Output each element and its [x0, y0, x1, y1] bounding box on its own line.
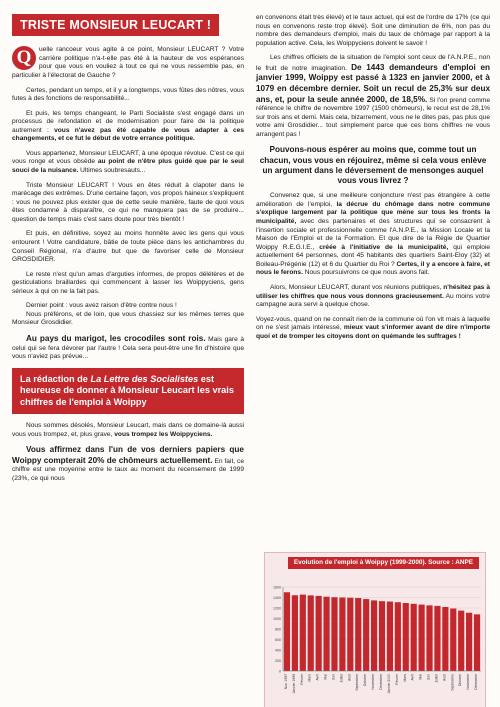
paragraph-10-bold: vous trompez les Woippyciens.: [114, 430, 213, 438]
x-tick-label: Novembre: [466, 674, 471, 690]
x-tick-label: Février: [394, 674, 399, 685]
paragraph-8: [12, 302, 244, 311]
x-tick-label: Mai: [418, 674, 423, 680]
x-tick-label: Nov. 1997: [283, 674, 288, 690]
right-paragraph-4-b: la décrue du chômage dans notre commune s'explique largement par la politique que mène sur tous les fronts la municipalité,: [256, 200, 490, 225]
paragraph-7: Le reste n'est qu'un amas d'arguties informes, de propos délétères et de gesticulations braillardes qui commencent à lasser les Woippyciens, gens sérieux à qui on ne la fait pas.: [12, 270, 244, 295]
right-paragraph-2-text: Les chiffres officiels de la situation de l'emploi sont ceux de l'A.N.P.E., non le fruit de notre imagination.: [256, 54, 490, 72]
bar: [442, 607, 448, 671]
paragraph-6: Et puis, en définitive, soyez au moins honnête avec les gens qui vous entourent ! Votre candidature, bâtie de toute pièce dans les antichambres du Conseil Régional, n'a d'autre but que de favoriser celle de Monsieur GROSDIDIER.: [12, 230, 244, 264]
x-tick-label: Octobre: [458, 674, 463, 687]
bar: [323, 597, 329, 671]
right-paragraph-5-a: Alors, Monsieur LEUCART, durant vos réunions publiques,: [270, 283, 444, 291]
y-tick-label: 1600: [273, 585, 281, 590]
bar: [308, 595, 314, 671]
left-column: [12, 14, 244, 490]
right-paragraph-5-b: n'hésitez pas à utiliser les chiffres que nous vous donnons gracieusement.: [256, 283, 490, 300]
bar: [403, 603, 409, 671]
x-tick-label: Avril: [315, 674, 320, 681]
bar: [316, 596, 322, 671]
paragraph-2: Certes, pendant un temps, et il y a longtemps, vous fûtes des nôtres, vous futes à des fonctions de responsabilité...: [12, 86, 244, 103]
y-tick-label: 800: [275, 627, 281, 632]
paragraph-3-bold: vous n'avez pas été capable de vous adapter à ces changements, et ce fut le début de votre errance politique.: [12, 126, 245, 143]
paragraph-9-bold: Au pays du marigot, les crocodiles sont rois.: [26, 334, 206, 343]
y-tick-label: 1000: [273, 617, 281, 621]
y-tick-label: 200: [275, 659, 281, 663]
x-tick-label: Juin: [331, 674, 336, 681]
right-paragraph-4-f: Certes, il y a encore à faire, et nous le ferons.: [256, 260, 490, 277]
x-tick-label: Février: [299, 674, 304, 685]
bar: [466, 613, 472, 671]
x-tick-label: Juin: [426, 674, 431, 681]
y-tick-label: 1400: [273, 596, 281, 600]
right-paragraph-5: [256, 284, 490, 310]
x-tick-label: Mars: [307, 674, 312, 682]
paragraph-11: [12, 445, 244, 483]
right-paragraph-4-e: qui emploie actuellement 64 personnes, dont 45 habitants des quartiers Saint-Eloy (32) et Boileau-Prégénie (12) et 6 du Quartier du Roi ?: [256, 243, 491, 268]
x-tick-label: Juillet: [339, 674, 344, 683]
right-paragraph-1: en convenons était très élevé) et le taux actuel, qui est de l'ordre de 17% (ce qui nous en convenons reste trop élevé). Soit une diminution de 6%, non pas du nombre des demandeurs d'emploi, mais du taux de chômage par rapport à la population active. Cela, les Woippyciens doivent le savoir !: [256, 14, 491, 47]
paragraph-10-text: Nous sommes désolés, Monsieur Leucart, mais dans ce domaine-là aussi vous vous trompez, et, plus grave,: [12, 422, 244, 438]
bar: [419, 605, 425, 671]
right-paragraph-4-a: Convenez que, si une meilleure conjoncture n'est pas étrangère à cette amélioration de l'emploi,: [256, 192, 490, 208]
highlight-box: [12, 368, 244, 415]
x-tick-label: Août: [442, 674, 447, 681]
right-column: [256, 14, 491, 694]
bar: [347, 598, 353, 671]
bar: [284, 592, 290, 671]
intro-paragraph: [12, 46, 244, 80]
right-paragraph-6-b: mieux vaut s'informer avant de dire n'importe quoi et de tromper les citoyens dont on quémande les suffrages !: [256, 324, 491, 340]
x-tick-label: Novembre: [371, 674, 376, 690]
x-tick-label: Mai: [323, 674, 328, 680]
bar: [474, 614, 480, 671]
article-title: TRISTE MONSIEUR LEUCART !: [12, 14, 219, 36]
right-paragraph-4-d: créée à l'initiative de la municipalité,: [319, 243, 449, 251]
paragraph-1-text: uelle rancoeur vous agite à ce point, Monsieur LEUCART ? Votre carrière politique n'a-t-elle pas été à la hauteur de vos espérances pour que vous en vouliez à tout ce qui ne vous ressemble pas, en particulier à l'électorat de Gauche ?: [12, 46, 244, 79]
y-tick-label: 400: [275, 648, 281, 653]
paragraph-8b: Nous préférons, et de loin, que vous chassiez sur les mêmes terres que Monsieur Grosdidier.: [12, 310, 244, 327]
bar: [379, 601, 385, 671]
right-paragraph-2-end: Si l'on prend comme référence le chiffre de novembre 1997 (1500 chômeurs), le recul est de 28,1% sur trois ans et demi. Mais cela, bizarrement, vous ne le dites pas, pas plus que votre ami Grosdidier... tout simplement parce que ces bons chiffres ne vous arrangent pas !: [256, 96, 491, 138]
employment-chart: [264, 552, 486, 707]
right-paragraph-3: Pouvons-nous espérer au moins que, comme tout un chacun, vous vous en réjouirez, même si cela vous enlève un argument dans le déversement de mensonges auquel vous vous livrez ?: [259, 145, 487, 186]
y-tick-label: 1200: [273, 606, 281, 611]
paragraph-11-text: En fait, ce chiffre est une moyenne entre le taux au moment du recensement de 1999 (23%, ce qui nous: [12, 457, 244, 482]
bar: [300, 595, 306, 671]
right-paragraph-6-a: Voyez-vous, quand on ne connaît rien de la commune où l'on vit mais à laquelle on ne s'est jamais intéressé,: [256, 315, 490, 332]
paragraph-4-bold: au point de n'être plus guidé que par le seul souci de la nuisance.: [12, 158, 244, 174]
highlight-box-italic: La Lettre des Socialistes: [90, 373, 199, 384]
right-paragraph-2: [256, 54, 490, 139]
paragraph-3: [12, 110, 244, 144]
bar: [363, 599, 369, 671]
paragraph-4: [12, 150, 244, 176]
right-paragraph-2-bold: De 1443 demandeurs d'emploi en janvier 1999, Woippy est passé à 1323 en janvier 2000, et à 1079 en décembre dernier. Soit un recul de 25,3% sur deux ans, et, pour la seule année 2000, de 18,5%.: [256, 62, 491, 104]
bar: [292, 595, 298, 671]
bar: [395, 602, 401, 671]
x-tick-label: Avril: [410, 674, 415, 681]
x-tick-label: Août: [347, 674, 352, 681]
highlight-box-text-2: est heureuse de donner à Monsieur Leucart les vrais chiffres de l'emploi à Woippy: [20, 373, 234, 407]
right-paragraph-6: [256, 316, 490, 342]
bar: [355, 598, 361, 671]
highlight-box-text-1: La rédaction de: [20, 373, 91, 384]
bar: [411, 604, 417, 671]
x-tick-label: Septembre: [355, 674, 360, 691]
right-paragraph-4-c: avec des partenaires et des structures qui se consacrent à l'insertion sociale et professionnelle comme l'A.N.P.E., la Mission Locale et la Maison de l'Emploi et de la Formation. Et que dire de la Régie de Quartier Woippy R.E.G.I.E.,: [256, 218, 490, 251]
paragraph-9: [12, 334, 244, 362]
x-tick-label: Janvier 2000: [386, 674, 391, 694]
paragraph-1: [12, 46, 244, 80]
bar: [426, 605, 432, 671]
bar: [434, 606, 440, 671]
paragraph-5: Triste Monsieur LEUCART ! Vous en êtes réduit à clapoter dans le marécage des extrêmes. D'une certaine façon, vos propos haineux s'expliquent : vous ne pouvez plus exister que de cette seule manière, faute de quoi vous êtes condamné à disparaître, ce qui ne manquera pas de se produire... question de temps mais c'est sans doute pour très bientôt !: [12, 181, 244, 223]
right-paragraph-5-c: Au moins votre campagne aura servi à quelque chose.: [256, 292, 490, 309]
paragraph-10: [12, 422, 244, 439]
paragraph-8-text: Dernier point : vous avez raison d'être contre nous !: [26, 302, 177, 310]
paragraph-3-text: Et puis, les temps changeant, le Parti Socialiste s'est engagé dans un processus de refondation et de modernisation pour faire de la politique autrement :: [12, 109, 244, 134]
chart-title: Evolution de l'emploi à Woippy (1999-2000). Source : ANPE: [288, 557, 479, 569]
bar: [387, 602, 393, 671]
y-tick-label: 0: [279, 669, 281, 674]
right-paragraph-4: [256, 192, 490, 278]
paragraph-11-bold: Vous affirmez dans l'un de vos derniers papiers que Woippy compterait 20% de chômeurs actuellement.: [12, 445, 244, 465]
bar: [371, 600, 377, 671]
bar: [339, 598, 345, 672]
x-tick-label: Janvier 1999: [291, 674, 296, 694]
bar: [450, 609, 456, 671]
x-tick-label: Octobre: [363, 674, 368, 687]
x-tick-label: Décembre: [474, 674, 479, 690]
x-tick-label: Septembre: [450, 674, 455, 691]
paragraph-9-text: Mais gare à celui qui se fera dévorer par l'autre ! Cela sera peut-être une fin d'histoire que vous n'aviez pas prévue...: [12, 336, 244, 361]
right-paragraph-4-g: Nous poursuivrons ce que nous avons fait.: [302, 269, 430, 277]
drop-cap: Q: [12, 46, 36, 70]
chart-svg: [265, 553, 487, 707]
bar: [458, 611, 464, 671]
y-tick-label: 600: [275, 638, 281, 642]
x-tick-label: Décembre: [379, 674, 383, 690]
paragraph-4-text: Vous appartenez, Monsieur LEUCART, à une époque révolue. C'est ce qui vous ronge et vous obsède: [12, 149, 244, 166]
paragraph-4-end: Ultimes soubresauts...: [78, 167, 146, 174]
x-tick-label: Mars: [402, 674, 407, 682]
bar: [331, 597, 337, 671]
x-tick-label: Juillet: [434, 674, 439, 683]
